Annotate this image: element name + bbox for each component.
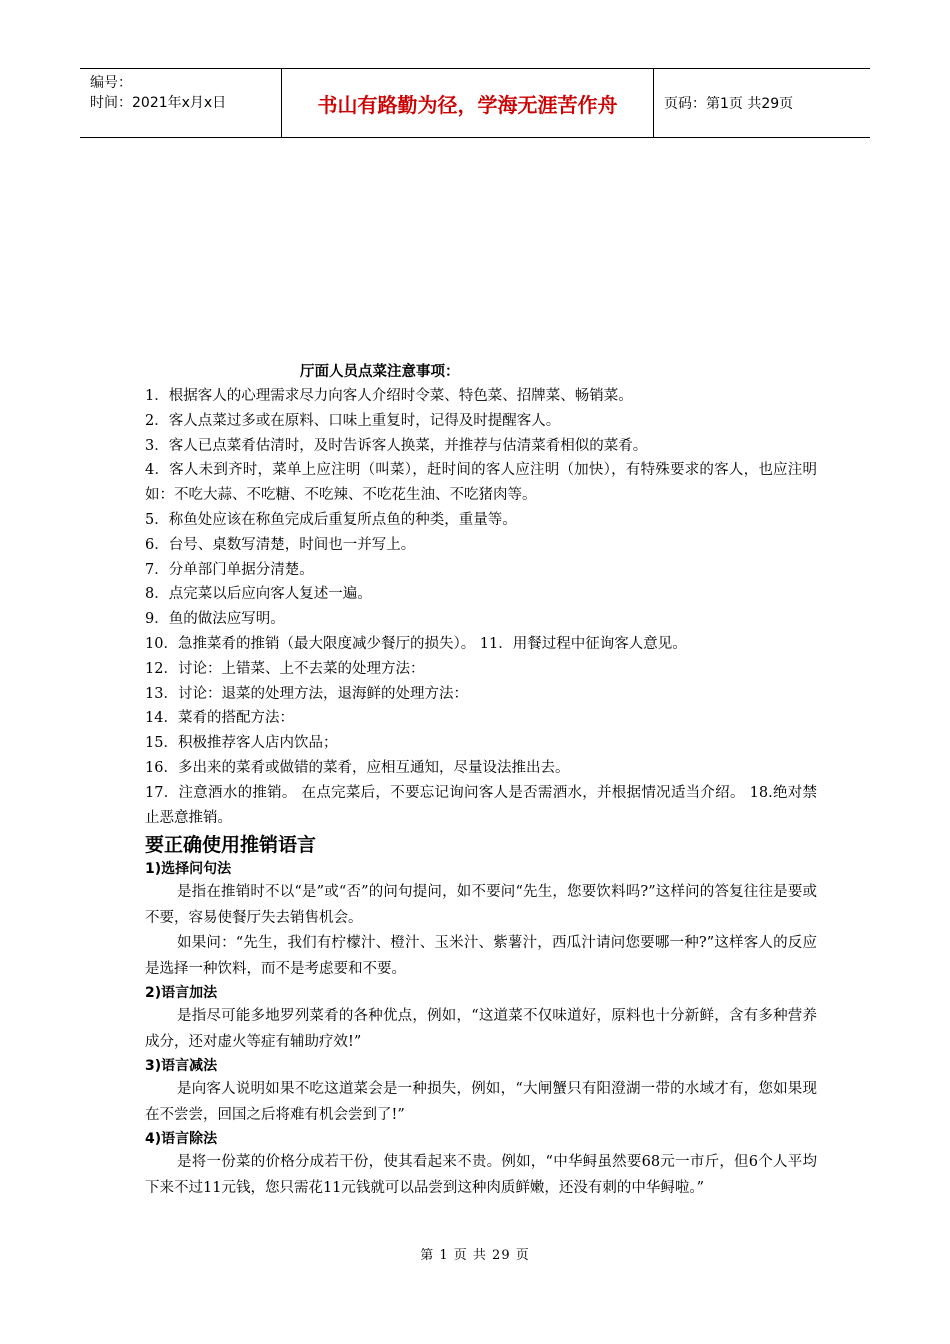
method-1 — [145, 858, 817, 982]
doc-title: 厅面人员点菜注意事项： — [300, 363, 460, 380]
list-item: 12．讨论：上错菜、上不去菜的处理方法： — [145, 660, 425, 677]
list-item: 6．台号、桌数写清楚，时间也一并写上。 — [145, 536, 416, 553]
method-title: 3)语言减法 — [145, 1058, 218, 1075]
list-item: 8．点完菜以后应向客人复述一遍。 — [145, 586, 372, 603]
method-2 — [145, 982, 817, 1055]
item-list — [145, 384, 817, 830]
page-code: 页码：第1页 共29页 — [664, 96, 794, 112]
list-item: 7．分单部门单据分清楚。 — [145, 561, 314, 578]
list-item: 10．急推菜肴的推销（最大限度减少餐厅的损失）。 11．用餐过程中征询客人意见。 — [145, 635, 687, 652]
number-label: 编号： — [90, 75, 132, 91]
list-item: 5．称鱼处应该在称鱼完成后重复所点鱼的种类，重量等。 — [145, 511, 517, 528]
header-meta — [80, 69, 282, 137]
method-title: 4)语言除法 — [145, 1131, 218, 1148]
section-title: 要正确使用推销语言 — [145, 834, 317, 857]
method-paragraph: 如果问：“先生，我们有柠檬汁、橙汁、玉米汁、紫薯汁，西瓜汁请问您要哪一种?”这样客人的反应是选择一种饮料，而不是考虑要和不要。 — [145, 935, 817, 977]
list-item: 15．积极推荐客人店内饮品； — [145, 735, 338, 752]
document-body — [145, 360, 817, 1201]
method-title: 2)语言加法 — [145, 985, 218, 1002]
list-item: 16．多出来的菜肴或做错的菜肴，应相互通知，尽量设法推出去。 — [145, 759, 570, 776]
method-paragraph: 是指尽可能多地罗列菜肴的各种优点，例如，“这道菜不仅味道好，原料也十分新鲜，含有多种营养成分，还对虚火等症有辅助疗效!” — [145, 1008, 817, 1050]
list-item: 3．客人已点菜肴估清时，及时告诉客人换菜，并推荐与估清菜肴相似的菜肴。 — [145, 437, 648, 454]
list-item: 1．根据客人的心理需求尽力向客人介绍时令菜、特色菜、招牌菜、畅销菜。 — [145, 388, 633, 404]
page-footer: 第 1 页 共 29 页 — [420, 1248, 530, 1263]
method-paragraph: 是指在推销时不以“是”或“否”的问句提问，如不要问“先生，您要饮料吗?”这样问的答复往往是要或不要，容易使餐厅失去销售机会。 — [145, 884, 817, 926]
list-item: 2．客人点菜过多或在原料、口味上重复时，记得及时提醒客人。 — [145, 412, 561, 429]
method-3 — [145, 1055, 817, 1128]
method-paragraph: 是将一份菜的价格分成若干份，使其看起来不贵。例如，“中华鲟虽然要68元一市斤，但6个人平均下来不过11元钱，您只需花11元钱就可以品尝到这种肉质鲜嫩，还没有刺的中华鲟啦。” — [145, 1154, 817, 1196]
method-paragraph: 是向客人说明如果不吃这道菜会是一种损失，例如，“大闸蟹只有阳澄湖一带的水域才有，您如果现在不尝尝，回国之后将难有机会尝到了!” — [145, 1081, 817, 1123]
list-item: 9．鱼的做法应写明。 — [145, 611, 285, 628]
list-item: 13．讨论：退菜的处理方法，退海鲜的处理方法： — [145, 685, 468, 702]
motto: 书山有路勤为径，学海无涯苦作舟 — [282, 69, 654, 137]
header-table — [80, 68, 870, 138]
list-item: 4．客人未到齐时，菜单上应注明（叫菜），赶时间的客人应注明（加快），有特殊要求的客人，也应注明如：不吃大蒜、不吃糖、不吃辣、不吃花生油、不吃猪肉等。 — [145, 462, 817, 504]
time-label: 时间：2021年x月x日 — [90, 95, 227, 111]
list-item: 14．菜肴的搭配方法： — [145, 710, 294, 727]
method-title: 1)选择问句法 — [145, 861, 232, 878]
list-item: 17．注意酒水的推销。 在点完菜后，不要忘记询问客人是否需酒水，并根据情况适当介绍。 18.绝对禁止恶意推销。 — [145, 784, 817, 826]
method-4 — [145, 1128, 817, 1201]
